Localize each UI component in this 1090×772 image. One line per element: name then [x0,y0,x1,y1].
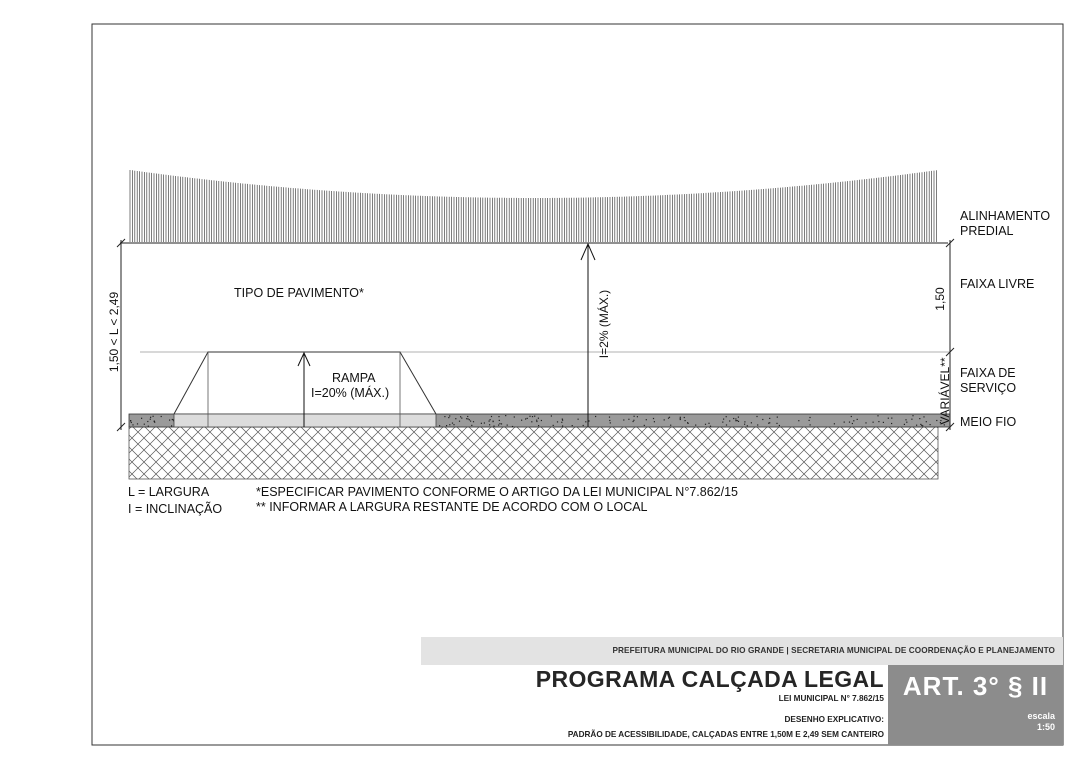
legend-l: L = LARGURA [128,485,210,499]
curb-speckle [905,419,906,420]
curb-speckle [762,419,763,420]
faixa-livre-dimension: 1,50 [933,287,947,311]
curb-speckle [538,418,539,419]
curb-speckle [562,425,563,426]
curb-speckle [680,419,681,420]
curb-speckle [738,417,739,418]
curb-speckle [153,416,154,417]
curb-speckle [735,418,736,419]
faixa-livre-label: FAIXA LIVRE [960,277,1035,291]
institution-text: PREFEITURA MUNICIPAL DO RIO GRANDE | SECRETARIA MUNICIPAL DE COORDENAÇÃO E PLANEJAMENTO [612,646,1055,655]
curb-speckle [172,419,173,420]
law-text: LEI MUNICIPAL N° 7.862/15 [778,694,884,703]
curb-speckle [911,419,912,420]
scale-label: escala [1027,711,1055,721]
curb-speckle [473,421,474,422]
curb-speckle [595,416,596,417]
curb-speckle [561,422,562,423]
curb-speckle [534,416,535,417]
curb-speckle [769,418,770,419]
curb-speckle [733,418,734,419]
alinhamento-label-1: ALINHAMENTO [960,209,1051,223]
curb-speckle [735,420,736,421]
curb-speckle [489,421,490,422]
curb-speckle [834,423,835,424]
curb-speckle [873,422,874,423]
curb-speckle [525,418,526,419]
curb-speckle [557,421,558,422]
legend-i: I = INCLINAÇÃO [128,502,223,516]
curb-speckle [154,421,155,422]
curb-speckle [747,425,748,426]
curb-speckle [460,416,461,417]
curb-speckle [553,425,554,426]
curb-speckle [466,418,467,419]
curb-speckle [562,420,563,421]
curb-speckle [853,420,854,421]
curb-speckle [137,423,138,424]
ramp-slab [174,414,436,427]
curb-speckle [776,423,777,424]
curb-speckle [536,420,537,421]
curb-speckle [777,417,778,418]
curb-speckle [144,424,145,425]
curb-speckle [865,422,866,423]
alinhamento-label-2: PREDIAL [960,224,1014,238]
curb-speckle [471,425,472,426]
curb-speckle [490,419,491,420]
curb-speckle [695,425,696,426]
curb-speckle [493,426,494,427]
curb-speckle [708,423,709,424]
curb-speckle [878,421,879,422]
curb-speckle [634,416,635,417]
curb-speckle [514,416,515,417]
curb-speckle [888,418,889,419]
curb-speckle [150,419,151,420]
curb-speckle [809,420,810,421]
curb-speckle [141,418,142,419]
curb-speckle [904,424,905,425]
curb-speckle [588,420,589,421]
curb-speckle [646,419,647,420]
curb-speckle [751,422,752,423]
curb-speckle [920,424,921,425]
soil-section [129,427,938,479]
rampa-slope-label: I=20% (MÁX.) [311,386,390,400]
curb-speckle [891,423,892,424]
curb-speckle [130,420,131,421]
curb-speckle [737,420,738,421]
curb-speckle [527,418,528,419]
curb-speckle [722,422,723,423]
curb-speckle [499,420,500,421]
curb-speckle [439,425,440,426]
curb-speckle [468,418,469,419]
curb-speckle [470,421,471,422]
curb-speckle [857,419,858,420]
curb-speckle [623,419,624,420]
curb-speckle [491,416,492,417]
curb-speckle [461,418,462,419]
curb-speckle [481,423,482,424]
curb-speckle [609,420,610,421]
width-dimension-text: 1,50 < L < 2,49 [107,291,121,373]
curb-speckle [446,425,447,426]
curb-speckle [628,419,629,420]
curb-speckle [505,415,506,416]
curb-speckle [501,423,502,424]
curb-speckle [452,423,453,424]
curb-speckle [637,416,638,417]
curb-speckle [512,426,513,427]
curb-speckle [877,415,878,416]
curb-speckle [498,425,499,426]
curb-speckle [459,421,460,422]
curb-speckle [467,416,468,417]
tipo-pavimento-label: TIPO DE PAVIMENTO* [234,286,364,300]
curb-speckle [169,420,170,421]
curb-speckle [469,419,470,420]
faixa-servico-label-1: FAIXA DE [960,366,1016,380]
curb-speckle [538,425,539,426]
curb-speckle [585,421,586,422]
curb-speckle [532,416,533,417]
drawing-description: PADRÃO DE ACESSIBILIDADE, CALÇADAS ENTRE 1,50M E 2,49 SEM CANTEIRO [567,730,884,739]
scale-value: 1:50 [1036,722,1055,732]
curb-speckle [849,422,850,423]
article-box [888,665,1063,745]
curb-speckle [680,417,681,418]
curb-speckle [572,425,573,426]
curb-speckle [529,416,530,417]
curb-speckle [171,425,172,426]
curb-speckle [448,417,449,418]
curb-speckle [653,418,654,419]
drawing-type-text: DESENHO EXPLICATIVO: [784,715,884,724]
curb-speckle [726,416,727,417]
curb-speckle [536,421,537,422]
curb-speckle [609,417,610,418]
curb-speckle [919,418,920,419]
curb-speckle [610,422,611,423]
curb-speckle [852,423,853,424]
curb-speckle [489,424,490,425]
curb-speckle [668,418,669,419]
curb-speckle [851,416,852,417]
curb-speckle [449,415,450,416]
curb-speckle [583,425,584,426]
curb-speckle [729,420,730,421]
note-pavimento: *ESPECIFICAR PAVIMENTO CONFORME O ARTIGO DA LEI MUNICIPAL N°7.862/15 [256,485,738,499]
curb-speckle [148,426,149,427]
ramp-outline [174,352,436,414]
meio-fio-label: MEIO FIO [960,415,1017,429]
facade-hatch [130,170,936,242]
curb-speckle [493,421,494,422]
curb-speckle [798,420,799,421]
curb-speckle [551,415,552,416]
curb-speckle [531,421,532,422]
variavel-dimension: VARIÁVEL** [938,357,952,425]
curb-speckle [521,420,522,421]
curb-speckle [131,422,132,423]
curb-speckle [633,421,634,422]
curb-speckle [705,424,706,425]
curb-speckle [912,415,913,416]
curb-speckle [449,424,450,425]
program-title: PROGRAMA CALÇADA LEGAL [535,666,884,692]
curb-speckle [723,419,724,420]
curb-speckle [779,425,780,426]
article-reference: ART. 3° § II [902,671,1049,701]
rampa-label: RAMPA [332,371,376,385]
curb-speckle [738,421,739,422]
curb-speckle [891,418,892,419]
faixa-servico-label-2: SERVIÇO [960,381,1017,395]
curb-speckle [664,419,665,420]
curb-speckle [654,421,655,422]
curb-speckle [688,423,689,424]
free-strip-slope-label: I=2% (MÁX.) [597,289,611,359]
curb-speckle [757,424,758,425]
curb-speckle [809,417,810,418]
curb-speckle [883,422,884,423]
curb-speckle [756,416,757,417]
curb-speckle [132,424,133,425]
curb-speckle [161,416,162,417]
curb-speckle [670,425,671,426]
curb-speckle [768,423,769,424]
curb-speckle [684,417,685,418]
curb-speckle [578,419,579,420]
curb-speckle [930,424,931,425]
curb-speckle [150,417,151,418]
curb-speckle [444,416,445,417]
curb-speckle [844,422,845,423]
curb-speckle [453,424,454,425]
curb-speckle [710,426,711,427]
curb-speckle [499,423,500,424]
curb-speckle [498,416,499,417]
curb-speckle [810,424,811,425]
curb-speckle [484,422,485,423]
curb-speckle [644,425,645,426]
curb-speckle [455,418,456,419]
curb-speckle [507,425,508,426]
curb-speckle [541,420,542,421]
curb-speckle [923,416,924,417]
curb-speckle [926,421,927,422]
curb-speckle [916,425,917,426]
curb-speckle [685,420,686,421]
curb-speckle [726,424,727,425]
title-block-header [421,637,1063,665]
curb-speckle [744,421,745,422]
note-largura: ** INFORMAR A LARGURA RESTANTE DE ACORDO COM O LOCAL [256,500,648,514]
curb-speckle [906,422,907,423]
scale-block [1027,711,1055,733]
curb-speckle [562,419,563,420]
curb-speckle [744,424,745,425]
curb-speckle [633,420,634,421]
curb-speckle [147,421,148,422]
